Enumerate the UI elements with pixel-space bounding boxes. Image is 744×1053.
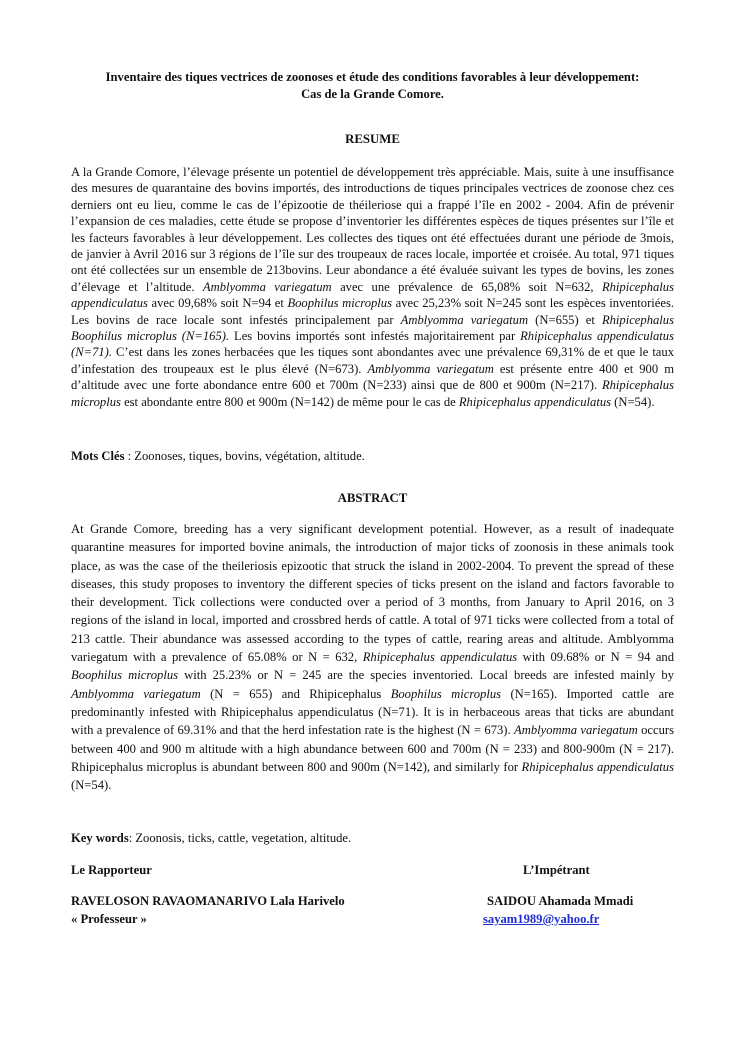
keywords-en [71,831,351,846]
title-line-2: Cas de la Grande Comore. [301,87,444,101]
abstract-heading: ABSTRACT [337,491,408,505]
title-line-1: Inventaire des tiques vectrices de zoonoses et étude des conditions favorables à leur développement: [105,70,640,84]
keywords-fr-label: Mots Clés [71,449,125,463]
document-title [71,69,674,103]
resume-heading: RESUME [345,132,400,146]
rapporteur-role: Le Rapporteur [71,863,152,877]
keywords-en-text: : Zoonosis, ticks, cattle, vegetation, altitude. [128,831,352,845]
impetrant-role: L’Impétrant [523,863,590,877]
abstract-paragraph: At Grande Comore, breeding has a very significant development potential. However, as a result of inadequate quarantine measures for imported bovine animals, the introduction of major ticks of zoonosis in these animals took place, as was the case of the theileriosis epizootic that struck the island in 2002-2004. To prevent the spread of these diseases, this study proposes to inventory the different species of ticks present on the island and factors favorable to their development. Tick collections were conducted over a period of 3 months, from January to April 2016, on 3 regions of the island in local, imported and crossbred herds of cattle. A total of 971 ticks were collected from a total of 213 cattle. Their abundance was assessed according to the types of cattle, rearing areas and altitude. Amblyomma variegatum with a prevalence of 65.08% or N = 632, Rhipicephalus appendiculatus with 09.68% or N = 94 and Boophilus microplus with 25.23% or N = 245 are the species inventoried. Local breeds are infested mainly by Amblyomma variegatum (N = 655) and Rhipicephalus Boophilus microplus (N=165). Imported cattle are predominantly infested with Rhipicephalus appendiculatus (N=71). It is in herbaceous areas that ticks are abundant with a prevalence of 69.31% and that the herd infestation rate is the highest (N = 673). Amblyomma variegatum occurs between 400 and 900 m altitude with a high abundance between 600 and 700m (N = 233) and 800-900m (N = 217). Rhipicephalus microplus is abundant between 800 and 900m (N=142), and similarly for Rhipicephalus appendiculatus (N=54). [71,522,675,793]
keywords-en-label: Key words [71,831,129,845]
impetrant-name: SAIDOU Ahamada Mmadi [487,894,634,908]
keywords-fr [71,449,365,464]
rapporteur-title: « Professeur » [71,912,147,926]
keywords-fr-text: : Zoonoses, tiques, bovins, végétation, altitude. [124,449,365,463]
resume-paragraph: A la Grande Comore, l’élevage présente un potentiel de développement très appréciable. Mais, suite à une insuffisance des mesures de quarantaine des bovins importés, des introductions de tiques principales vectrices de zoonose chez ces derniers ont eu lieu, comme le cas de l’épizootie de théileriose qui a frappé l’île en 2002 - 2004. Afin de prévenir l’expansion de ces maladies, cette étude se propose d’inventorier les différentes espèces de tiques présentes sur l’île et les facteurs favorables à leur développement. Les collectes des tiques ont été effectuées durant une période de 3mois, de janvier à Avril 2016 sur 3 régions de l’île sur des troupeaux de races locale, importée et croisée. Au total, 971 tiques ont été collectées sur un ensemble de 213bovins. Leur abondance a été évaluée suivant les types de bovins, les zones d’élevage et l’altitude. Amblyomma variegatum avec une prévalence de 65,08% soit N=632, Rhipicephalus appendiculatus avec 09,68% soit N=94 et Boophilus microplus avec 25,23% soit N=245 sont les espèces inventoriées. Les bovins de race locale sont infestés principalement par Amblyomma variegatum (N=655) et Rhipicephalus Boophilus microplus (N=165). Les bovins importés sont infestés majoritairement par Rhipicephalus appendiculatus (N=71). C’est dans les zones herbacées que les tiques sont abondantes avec une prévalence 69,31% de et que le taux d’infestation des troupeaux est le plus élevé (N=673). Amblyomma variegatum est présente entre 400 et 900 m d’altitude avec une forte abondance entre 600 et 700m (N=233) ainsi que de 800 et 900m (N=217). Rhipicephalus microplus est abondante entre 800 et 900m (N=142) de même pour le cas de Rhipicephalus appendiculatus (N=54). [71,165,675,409]
rapporteur-name: RAVELOSON RAVAOMANARIVO Lala Harivelo [71,894,345,908]
impetrant-email-link[interactable]: sayam1989@yahoo.fr [483,912,600,926]
